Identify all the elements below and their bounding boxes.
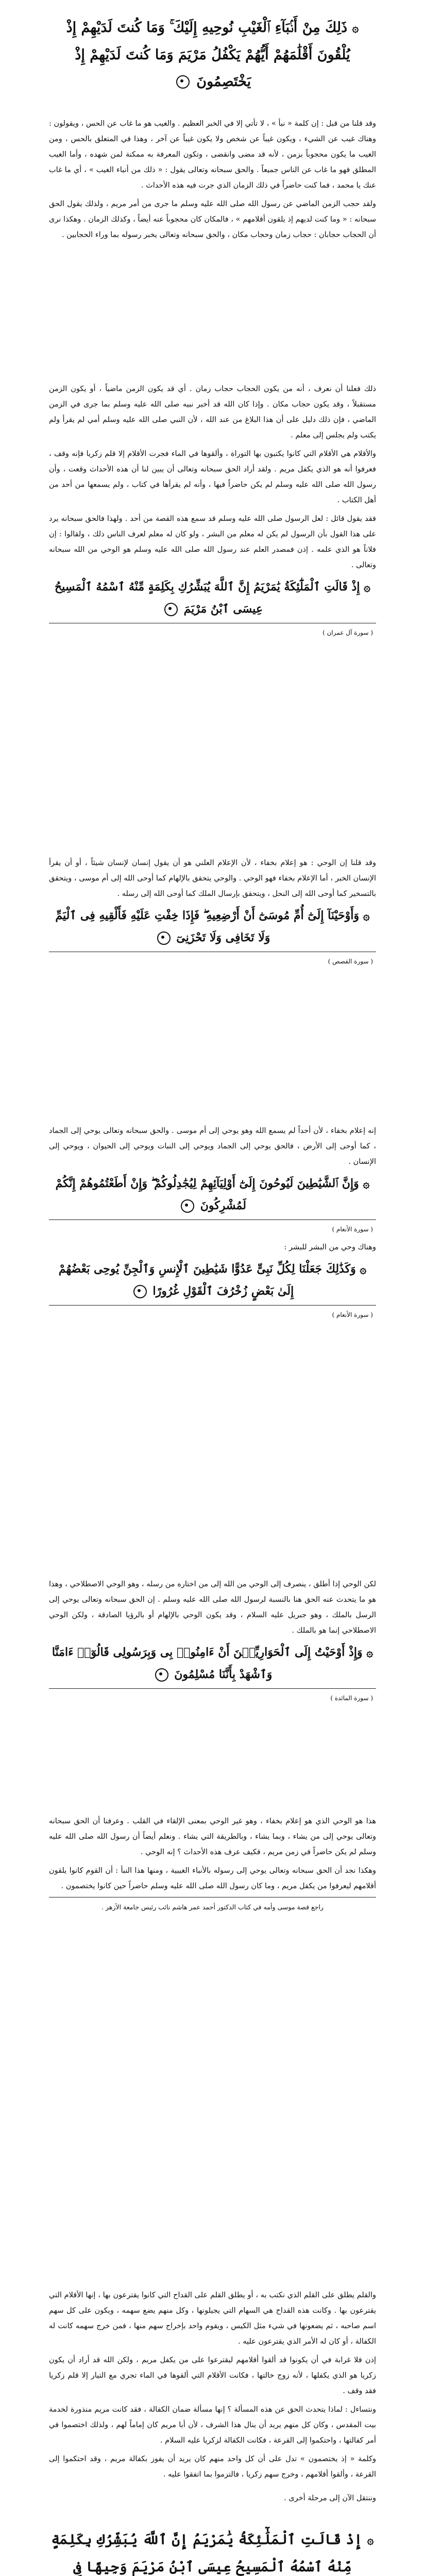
- section-1: [49, 11, 376, 246]
- verse-ornament-icon: ۞: [360, 1263, 367, 1276]
- verse-text: إِذْ قَالَتِ ٱلْمَلَٰٓئِكَةُ يَٰمَرْيَمُ إِنَّ ٱللَّهَ يُبَشِّرُكِ بِكَلِمَةٍ مِّنْهُ ٱسْمُهُ ٱلْمَسِيحُ عِيسَى ٱبْنُ مَرْيَمَ وَجِيهًا فِى: [51, 2532, 363, 2575]
- verse-text: إِذْ قَالَتِ ٱلْمَلَٰٓئِكَةُ يَٰمَرْيَمُ إِنَّ ٱللَّهَ يُبَشِّرُكِ بِكَلِمَةٍ مِّنْهُ ٱسْمُهُ ٱلْمَسِيحُ عِيسَى ٱبْنُ مَرْيَمَ: [54, 580, 360, 616]
- paragraph: والأقلام هي الأقلام التي كانوا يكتبون بها التوراة ، وألقوها في الماء فجرت الأقلام إلا قلم زكريا فإنه وقف ، فعرفوا أنه هو الذي يكفل مريم . ولقد أراد الحق سبحانه وتعالى أن يبين لنا أن هذه الأحداث وقعت ، وأن رسول الله صلى الله عليه وسلم لم يكن حاضراً فيها ، وأنه لم يقرأها في كتاب ، ولم يسمعها من أحد من أهل الكتاب .: [49, 450, 376, 504]
- divider: [49, 1305, 376, 1306]
- divider: [49, 1219, 376, 1220]
- surah-reference: ( سورة آل عمران ): [322, 629, 373, 636]
- ayah-number-icon: [155, 1668, 168, 1682]
- section-6: [49, 1814, 376, 1913]
- paragraph: وكلمة « إذ يختصمون » تدل على أن كل واحد منهم كان يريد أن يفوز بكفالة مريم ، وقد احتكموا إلى القرعة ، وألقوا أقلامهم ، وخرج سهم زكريا ، فالتزموا بما اتفقوا عليه .: [49, 2455, 376, 2479]
- paragraph: هذا هو الوحي الذي هو إعلام بخفاء ، وهو غير الوحي بمعنى الإلقاء في القلب . وعرفنا أن الحق سبحانه وتعالى يوحي إلى من يشاء ، وبما يشاء ، وبالطريقة التي يشاء . ونعلم أيضاً أن رسول الله صلى الله عليه وسلم لم يكن حاضراً في زمن مريم ، فكيف عرف هذه الأحداث ؟ إنه الوحي .: [49, 1817, 376, 1856]
- paragraph: وقد قلنا إن الوحي : هو إعلام بخفاء ، لأن الإعلام العلني هو أن يقول إنسان لإنسان شيئاً ، أو أن يقرأ الإنسان الخبر ، أما الإعلام بخفاء فهو الوحي . والوحي يتحقق بالإلهام كما أوحى الله إلى أم موسى ، ويتحقق بالتسخير كما أوحى الله إلى النحل ، ويتحقق بإرسال الملك كما أوحى الله إلى رسله .: [49, 859, 376, 898]
- quran-verse: [49, 1258, 376, 1302]
- surah-reference: ( سورة الأنعام ): [332, 1226, 373, 1233]
- verse-ornament-icon: ۞: [366, 1646, 373, 1659]
- paragraph: والقلم يطلق على القلم الذي نكتب به ، أو يطلق القلم على القداح التي كانوا يقترعون بها ، إنها الأقلام التي يقترعون بها . وكانت هذه القداح هي السهام التي يجيلونها ، وكل منهم يضع سهمه ، ويكون على كل سهم اسم صاحبه ، ثم يضعونها في شيء مثل الكيس ، ويقوم واحد بإخراج سهم منها ، فمن خرج سهمه كانت له الكفالة ، أو كان له الأمر الذي يقترعون عليه .: [49, 2291, 376, 2346]
- paragraph: فقد يقول قائل : لعل الرسول صلى الله عليه وسلم قد سمع هذه القصة من أحد . ولهذا فالحق سبحانه يرد على هذا القول بأن الرسول لم يكن له معلم من البشر ، ولو كان له معلم لعرف الناس ذلك ، ولقالوا : إن فلاناً هو الذي علمه . إذن فمصدر العلم عند رسول الله صلى الله عليه وسلم هو الوحي من الله سبحانه وتعالى .: [49, 515, 376, 569]
- verse-text: ذَلِكَ مِنْ أَنۢبَآءِ ٱلْغَيْبِ نُوحِيهِ إِلَيْكَ ۚ وَمَا كُنتَ لَدَيْهِمْ إِذْ يُلْقُونَ أَقْلَٰمَهُمْ أَيُّهُمْ يَكْفُلُ مَرْيَمَ وَمَا كُنتَ لَدَيْهِمْ إِذْ يَخْتَصِمُونَ: [66, 20, 350, 90]
- quran-verse: [49, 1173, 376, 1216]
- section-3: [49, 855, 376, 972]
- quran-verse: [49, 2527, 376, 2576]
- surah-reference: ( سورة المائدة ): [330, 1694, 373, 1702]
- section-5: [49, 1577, 376, 1708]
- verse-ornament-icon: ۞: [367, 2533, 374, 2547]
- paragraph: وهكذا نجد أن الحق سبحانه وتعالى يوحي إلى رسوله بالأنباء الغيبية ، ومنها هذا النبأ : أن القوم كانوا يلقون أقلامهم ليعرفوا من يكفل مريم ، وما كان رسول الله صلى الله عليه وسلم حاضراً حين كانوا يختصمون .: [49, 1867, 376, 1890]
- ayah-number-icon: [181, 1199, 194, 1213]
- section-4: [49, 1123, 376, 1325]
- paragraph: لكن الوحي إذا أطلق ، ينصرف إلى الوحي من الله إلى من اختاره من رسله ، وهو الوحي الاصطلاحي ، وهذا هو ما يتحدث عنه الحق هنا بالنسبة لرسول الله صلى الله عليه وسلم . إن الحق سبحانه وتعالى يوحي إلى الرسل بالملك ، وهو جبريل عليه السلام ، وقد يكون الوحي بالإلهام أو بالرؤيا الصادقة ، ولكن الوحي الاصطلاحي إنما هو بالملك .: [49, 1580, 376, 1635]
- ayah-number-icon: [164, 603, 178, 616]
- verse-text: وَإِذْ أَوْحَيْتُ إِلَى ٱلْحَوَارِيِّـۧنَ أَنْ ءَامِنُوا۟ بِى وَبِرَسُولِى قَالُوٓا۟ ءَامَنَّا وَٱشْهَدْ بِأَنَّنَا مُسْلِمُونَ: [52, 1646, 363, 1681]
- section-7: [49, 2287, 376, 2576]
- paragraph: إذن فلا غرابة في أن يكونوا قد ألقوا أقلامهم ليقترعوا على من يكفل مريم ، ولكن الله قد أراد أن يكون زكريا هو الذي يكفلها ، لأنه زوج خالتها ، فكانت الأقلام التي ألقوها في الماء تجري مع التيار إلا قلم زكريا فقد وقف .: [49, 2356, 376, 2395]
- verse-ornament-icon: ۞: [363, 1177, 370, 1191]
- quran-verse: [49, 1641, 376, 1685]
- paragraph: وننتقل الآن إلى مرحلة أخرى .: [284, 2494, 376, 2502]
- paragraph: ولقد حجب الزمن الماضي عن رسول الله صلى الله عليه وسلم ما جرى من أمر مريم ، ولذلك يقول الحق سبحانه : « وما كنت لديهم إذ يلقون أقلامهم » ، فالمكان كان محجوباً عنه أيضاً ، وكذلك الزمان . وهكذا نرى أن الحجاب حجابان : حجاب زمان وحجاب مكان ، والحق سبحانه وتعالى يخبر رسوله بما وراء الحجابين .: [49, 199, 376, 239]
- paragraph: إنه إعلام بخفاء ، لأن أحداً لم يسمع الله وهو يوحي إلى أم موسى . والحق سبحانه وتعالى يوحي إلى الجماد ، كما أوحى إلى الأرض ، فالحق يوحي إلى الجماد ويوحي إلى النبات ويوحي إلى الحيوان ، ويوحي إلى الإنسان .: [49, 1127, 376, 1166]
- verse-text: وَأَوْحَيْنَآ إِلَىٰٓ أُمِّ مُوسَىٰٓ أَنْ أَرْضِعِيهِ ۖ فَإِذَا خِفْتِ عَلَيْهِ فَأَلْقِيهِ فِى ٱلْيَمِّ وَلَا تَخَافِى وَلَا تَحْزَنِىٓ: [55, 909, 360, 944]
- verse-text: وَإِنَّ ٱلشَّيَٰطِينَ لَيُوحُونَ إِلَىٰٓ أَوْلِيَآئِهِمْ لِيُجَٰدِلُوكُمْ ۖ وَإِنْ أَطَعْتُمُوهُمْ إِنَّكُمْ لَمُشْرِكُونَ: [55, 1177, 359, 1212]
- surah-reference: ( سورة القصص ): [328, 958, 373, 965]
- verse-ornament-icon: ۞: [363, 909, 370, 923]
- surah-reference: ( سورة الأنعام ): [332, 1311, 373, 1318]
- footnote: راجع قصة موسى وأمه في كتاب الدكتور أحمد عمر هاشم نائب رئيس جامعة الأزهر .: [101, 1903, 324, 1911]
- quran-verse: [49, 14, 376, 95]
- verse-ornament-icon: ۞: [352, 21, 359, 35]
- ayah-number-icon: [176, 75, 190, 89]
- paragraph: وقد قلنا من قبل : إن كلمة « نبأ » ، لا تأتي إلا في الخبر العظيم . والغيب هو ما غاب عن الحس ، ويقولون : وهناك غيب عن الشيء ، ويكون غيباً عن شخص ولا يكون غيباً عن آخر ، وهذا في المتعلق بالحس ، ومن الغيب ما يكون محجوباً بزمن ، لأنه قد مضى وانقضى ، وتكون المعرفة به ممكنة لمن شهده ، وأما الغيب المطلق فهو ما غاب عن الناس جميعاً . والحق سبحانه وتعالى يقول : « ذلك من أنباء الغيب » ، أي ما غاب عنك يا محمد ، فما كنت حاضراً في ذلك الزمان الذي جرت فيه هذه الأحداث .: [49, 119, 376, 190]
- verse-text: وَكَذَٰلِكَ جَعَلْنَا لِكُلِّ نَبِىٍّ عَدُوًّا شَيَٰطِينَ ٱلْإِنسِ وَٱلْجِنِّ يُوحِى بَعْضُهُمْ إِلَىٰ بَعْضٍ زُخْرُفَ ٱلْقَوْلِ غُرُورًا: [58, 1262, 356, 1298]
- paragraph: ذلك فعلنا أن نعرف ، أنه من يكون الحجاب حجاب زمان . أي قد يكون الزمن ماضياً ، أو يكون الزمن مستقبلاً ، وقد يكون حجاب مكان . وإذا كان الله قد أخبر نبيه صلى الله عليه وسلم بما جرى في الزمن الماضي ، فإن ذلك دليل على أن هذا البلاغ من عند الله ، لأن النبي صلى الله عليه وسلم أمي لم يقرأ ولم يكتب ولم يجلس إلى معلم .: [49, 385, 376, 439]
- verse-ornament-icon: ۞: [364, 581, 370, 594]
- divider: [49, 1688, 376, 1689]
- section-2: [49, 381, 376, 643]
- ayah-number-icon: [157, 931, 171, 945]
- paragraph: وهناك وحي من البشر للبشر :: [284, 1243, 376, 1251]
- ayah-number-icon: [133, 1285, 147, 1298]
- quran-verse: [49, 905, 376, 948]
- quran-verse: [49, 576, 376, 620]
- paragraph: ونتساءل : لماذا يتحدث الحق عن هذه المسألة ؟ إنها مسألة ضمان الكفالة ، فقد كانت مريم منذورة لخدمة بيت المقدس ، وكان كل منهم يريد أن ينال هذا الشرف ، لأن أبا مريم كان إماماً لهم ، ولذلك اختصموا في أمر كفالتها ، واحتكموا إلى القرعة ، فكانت الكفالة لزكريا عليه السلام .: [49, 2405, 376, 2445]
